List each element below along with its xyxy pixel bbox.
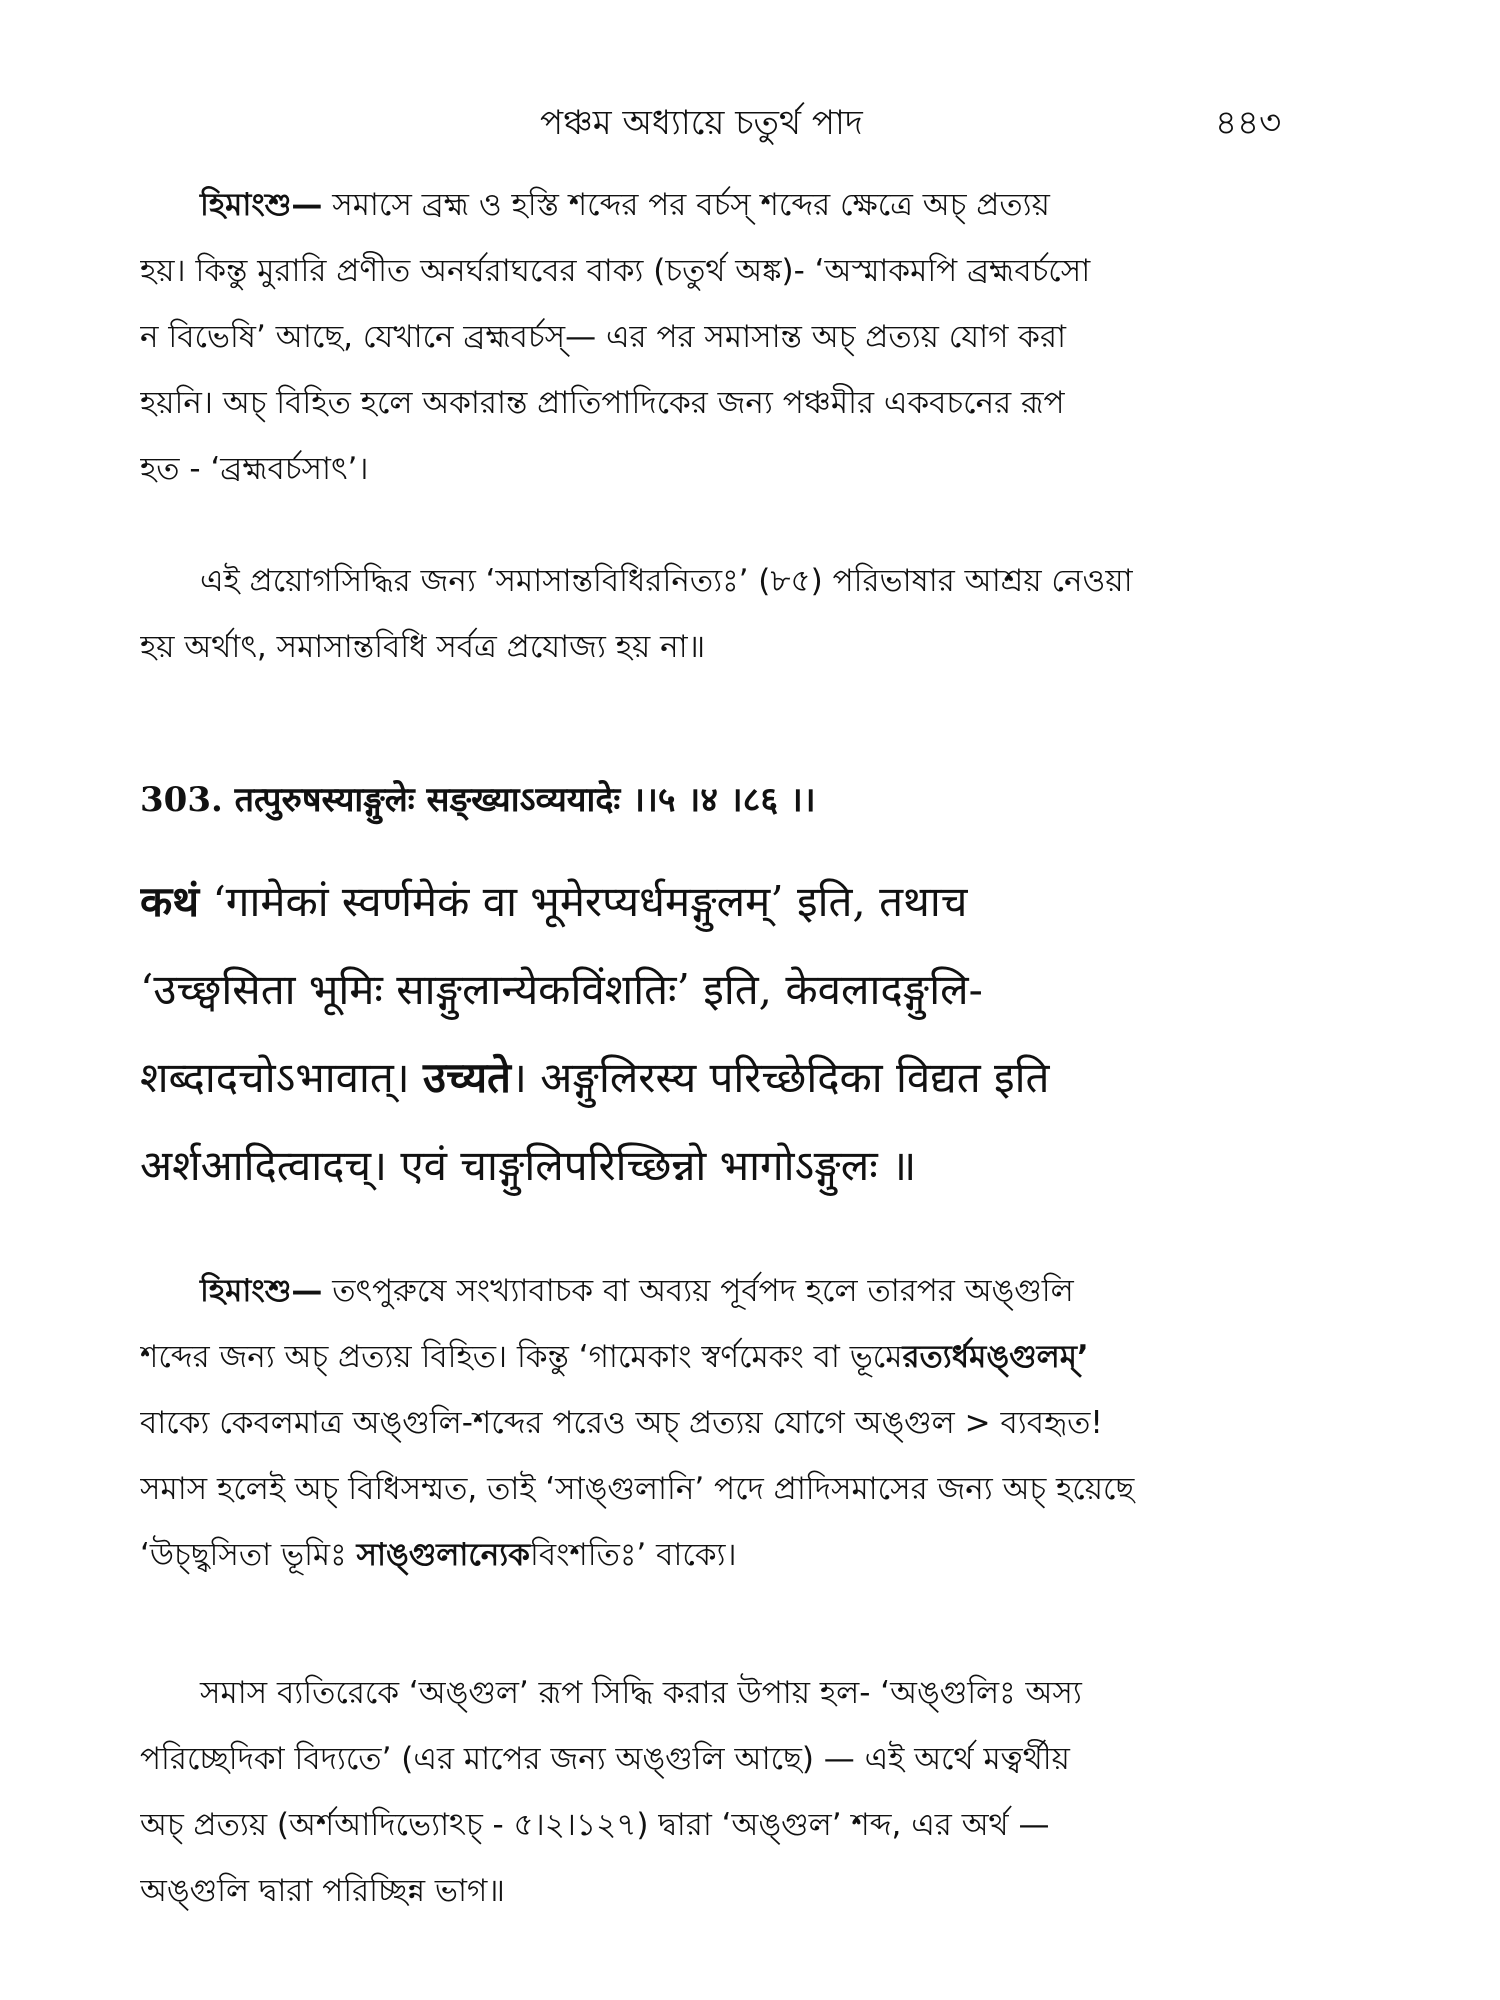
- commentator-label: হিমাংশু—: [200, 1273, 323, 1309]
- text-line: সমাস ব্যতিরেকে ‘অঙ্গুল’ রূপ সিদ্ধি করার উপায় হল- ‘অঙ্গুলিঃ অস্য: [200, 1675, 1082, 1711]
- text-line: অচ্ প্রত্যয় (অর্শআদিভ্যোঽচ্ - ৫।২।১২৭) দ্বারা ‘অঙ্গুল’ শব্দ, এর অর্থ —: [140, 1807, 1050, 1843]
- text-line: [140, 1034, 1360, 1122]
- text-line: [140, 858, 1360, 946]
- text-line: [140, 1324, 1360, 1390]
- sanskrit-commentary: [140, 858, 1360, 1210]
- paragraph-himangshu-1: [140, 172, 1360, 502]
- emphasis-phrase: সাঙ্গুলান্যেক: [356, 1537, 530, 1573]
- text-run: ‘উচ্ছ্বসিতা ভূমিঃ: [140, 1537, 357, 1573]
- paragraph-paribhasha: [140, 548, 1360, 680]
- text-run: ‘गामेकां स्वर्णमेकं वा भूमेरप्यर्धमङ्गुलम्’ इति, तथाच: [199, 877, 968, 926]
- emphasis-word: उच्यते: [423, 1053, 511, 1102]
- running-header: [0, 98, 1500, 148]
- text-line: ন বিভেষি’ আছে, যেখানে ব্রহ্মবর্চস্— এর পর সমাসান্ত অচ্ প্রত্যয় যোগ করা: [140, 319, 1067, 355]
- paragraph-angula-derivation: [140, 1660, 1360, 1924]
- sutra-heading: [140, 770, 1360, 830]
- text-run: বিংশতিঃ’ বাক্যে।: [529, 1537, 737, 1573]
- text-line: পরিচ্ছেদিকা বিদ্যতে’ (এর মাপের জন্য অঙ্গুলি আছে) — এই অর্থে মত্বর্থীয়: [140, 1741, 1070, 1777]
- page-number: ৪৪৩: [1215, 103, 1282, 143]
- sutra-text: 303. तत्पुरुषस्याङ्गुलेः सङ्ख्याऽव्ययादेः ।।५ ।४ ।८६ ।।: [140, 780, 816, 820]
- opening-word: कथं: [140, 877, 200, 926]
- text-line: হত - ‘ব্রহ্মবর্চসাৎ’।: [140, 451, 369, 487]
- text-line: [140, 1522, 1360, 1588]
- text-line: [140, 1258, 1360, 1324]
- text-line: अर्शआदित्वादच्। एवं चाङ्गुलिपरिच्छिन्नो भागोऽङ्गुलः ॥: [140, 1141, 917, 1190]
- text-line: হয় অর্থাৎ, সমাসান্তবিধি সর্বত্র প্রযোজ্য হয় না॥: [140, 629, 706, 665]
- text-run: সমাসে ব্রহ্ম ও হস্তি শব্দের পর বর্চস্ শব্দের ক্ষেত্রে অচ্ প্রত্যয়: [322, 187, 1050, 223]
- commentator-label: হিমাংশু—: [200, 187, 323, 223]
- running-title: পঞ্চম অধ্যায়ে চতুর্থ পাদ: [540, 103, 863, 143]
- text-run: शब्दादचोऽभावात्।: [140, 1053, 424, 1102]
- text-line: সমাস হলেই অচ্ বিধিসম্মত, তাই ‘সাঙ্গুলানি’ পদে প্রাদিসমাসের জন্য অচ্ হয়েছে: [140, 1471, 1135, 1507]
- text-run: তৎপুরুষে সংখ্যাবাচক বা অব্যয় পূর্বপদ হলে তারপর অঙ্গুলি: [322, 1273, 1074, 1309]
- emphasis-phrase: রত্যর্ধমঙ্গুলম্’: [902, 1339, 1089, 1375]
- text-run: । अङ्गुलिरस्य परिच्छेदिका विद्यत इति: [511, 1053, 1050, 1102]
- paragraph-himangshu-2: [140, 1258, 1360, 1588]
- text-line: [140, 172, 1360, 238]
- text-line: হয়নি। অচ্ বিহিত হলে অকারান্ত প্রাতিপাদিকের জন্য পঞ্চমীর একবচনের রূপ: [140, 385, 1065, 421]
- text-line: বাক্যে কেবলমাত্র অঙ্গুলি-শব্দের পরেও অচ্ প্রত্যয় যোগে অঙ্গুল > ব্যবহৃত!: [140, 1405, 1103, 1441]
- text-run: শব্দের জন্য অচ্ প্রত্যয় বিহিত। কিন্তু ‘গামেকাং স্বর্ণমেকং বা ভূমে: [140, 1339, 903, 1375]
- text-line: এই প্রয়োগসিদ্ধির জন্য ‘সমাসান্তবিধিরনিত্যঃ’ (৮৫) পরিভাষার আশ্রয় নেওয়া: [200, 563, 1133, 599]
- text-line: হয়। কিন্তু মুরারি প্রণীত অনর্ঘরাঘবের বাক্য (চতুর্থ অঙ্ক)- ‘অস্মাকমপি ব্রহ্মবর্চসো: [140, 253, 1091, 289]
- text-line: ‘उच्छ्वसिता भूमिः साङ्गुलान्येकविंशतिः’ इति, केवलादङ्गुलि-: [140, 965, 983, 1014]
- text-line: অঙ্গুলি দ্বারা পরিচ্ছিন্ন ভাগ॥: [140, 1873, 505, 1909]
